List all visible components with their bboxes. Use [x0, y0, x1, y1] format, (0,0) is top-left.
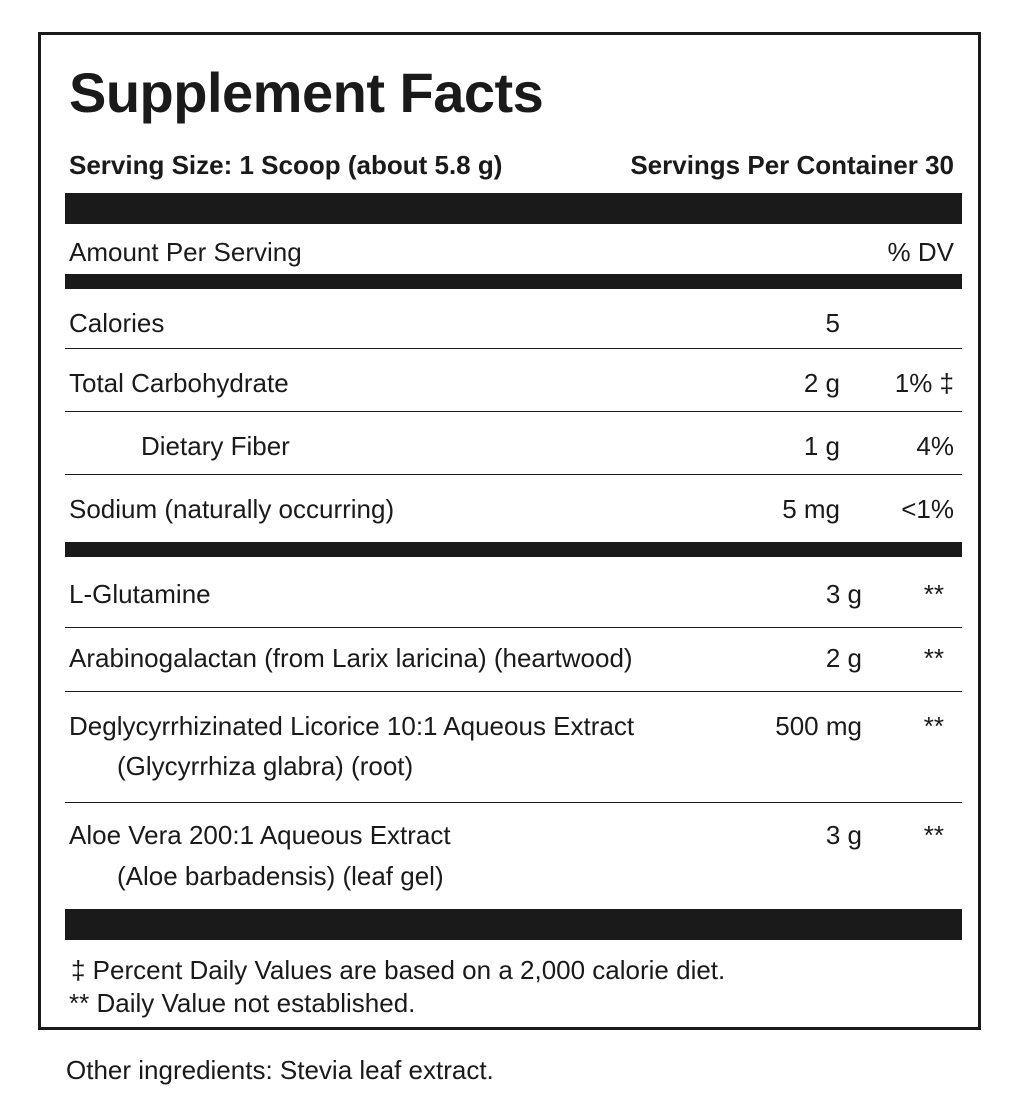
ingredient-name-l-glutamine: L-Glutamine — [69, 579, 211, 609]
ingredient-source-licorice: (Glycyrrhiza glabra) (root) — [117, 751, 414, 781]
nutrient-amount-calories: 5 — [825, 308, 840, 338]
other-ingredients: Other ingredients: Stevia leaf extract. — [66, 1055, 494, 1085]
nutrient-name-total-carbohydrate: Total Carbohydrate — [69, 368, 289, 398]
row-divider — [65, 627, 962, 628]
nutrient-dv-dietary-fiber: 4% — [916, 431, 954, 461]
ingredient-name-arabinogalactan: Arabinogalactan (from Larix laricina) (heartwood) — [69, 643, 633, 673]
ingredient-amount-aloe-vera: 3 g — [825, 820, 862, 850]
nutrient-dv-total-carbohydrate: 1% ‡ — [894, 368, 954, 398]
footnote-not-established: ** Daily Value not established. — [69, 988, 416, 1018]
thick-divider-bottom — [65, 909, 962, 940]
medium-divider — [65, 274, 962, 289]
nutrient-dv-sodium: <1% — [901, 494, 954, 524]
nutrient-amount-dietary-fiber: 1 g — [803, 431, 840, 461]
nutrient-name-sodium: Sodium (naturally occurring) — [69, 494, 395, 524]
ingredient-name-licorice: Deglycyrrhizinated Licorice 10:1 Aqueous Extract — [69, 711, 635, 741]
ingredient-amount-arabinogalactan: 2 g — [825, 643, 862, 673]
nutrient-name-calories: Calories — [69, 308, 165, 338]
thick-divider-top — [65, 193, 962, 224]
servings-per-container: Servings Per Container 30 — [630, 150, 954, 180]
ingredient-amount-l-glutamine: 3 g — [825, 579, 862, 609]
nutrient-amount-total-carbohydrate: 2 g — [803, 368, 840, 398]
supplement-facts-panel — [38, 32, 981, 1030]
ingredient-dv-licorice: ** — [923, 711, 944, 741]
ingredient-source-aloe-vera: (Aloe barbadensis) (leaf gel) — [117, 861, 444, 891]
row-divider — [65, 474, 962, 475]
medium-divider — [65, 542, 962, 557]
dv-header: % DV — [887, 237, 954, 267]
panel-title: Supplement Facts — [69, 61, 544, 124]
ingredient-name-aloe-vera: Aloe Vera 200:1 Aqueous Extract — [69, 820, 451, 850]
footnote-daily-values: ‡ Percent Daily Values are based on a 2,000 calorie diet. — [71, 955, 726, 985]
row-divider — [65, 411, 962, 412]
ingredient-dv-l-glutamine: ** — [923, 579, 944, 609]
nutrient-name-dietary-fiber: Dietary Fiber — [141, 431, 290, 461]
amount-per-serving-header: Amount Per Serving — [69, 237, 302, 267]
row-divider — [65, 802, 962, 803]
ingredient-dv-aloe-vera: ** — [923, 820, 944, 850]
row-divider — [65, 348, 962, 349]
serving-size: Serving Size: 1 Scoop (about 5.8 g) — [69, 150, 503, 180]
ingredient-amount-licorice: 500 mg — [775, 711, 862, 741]
ingredient-dv-arabinogalactan: ** — [923, 643, 944, 673]
nutrient-amount-sodium: 5 mg — [782, 494, 840, 524]
row-divider — [65, 691, 962, 692]
